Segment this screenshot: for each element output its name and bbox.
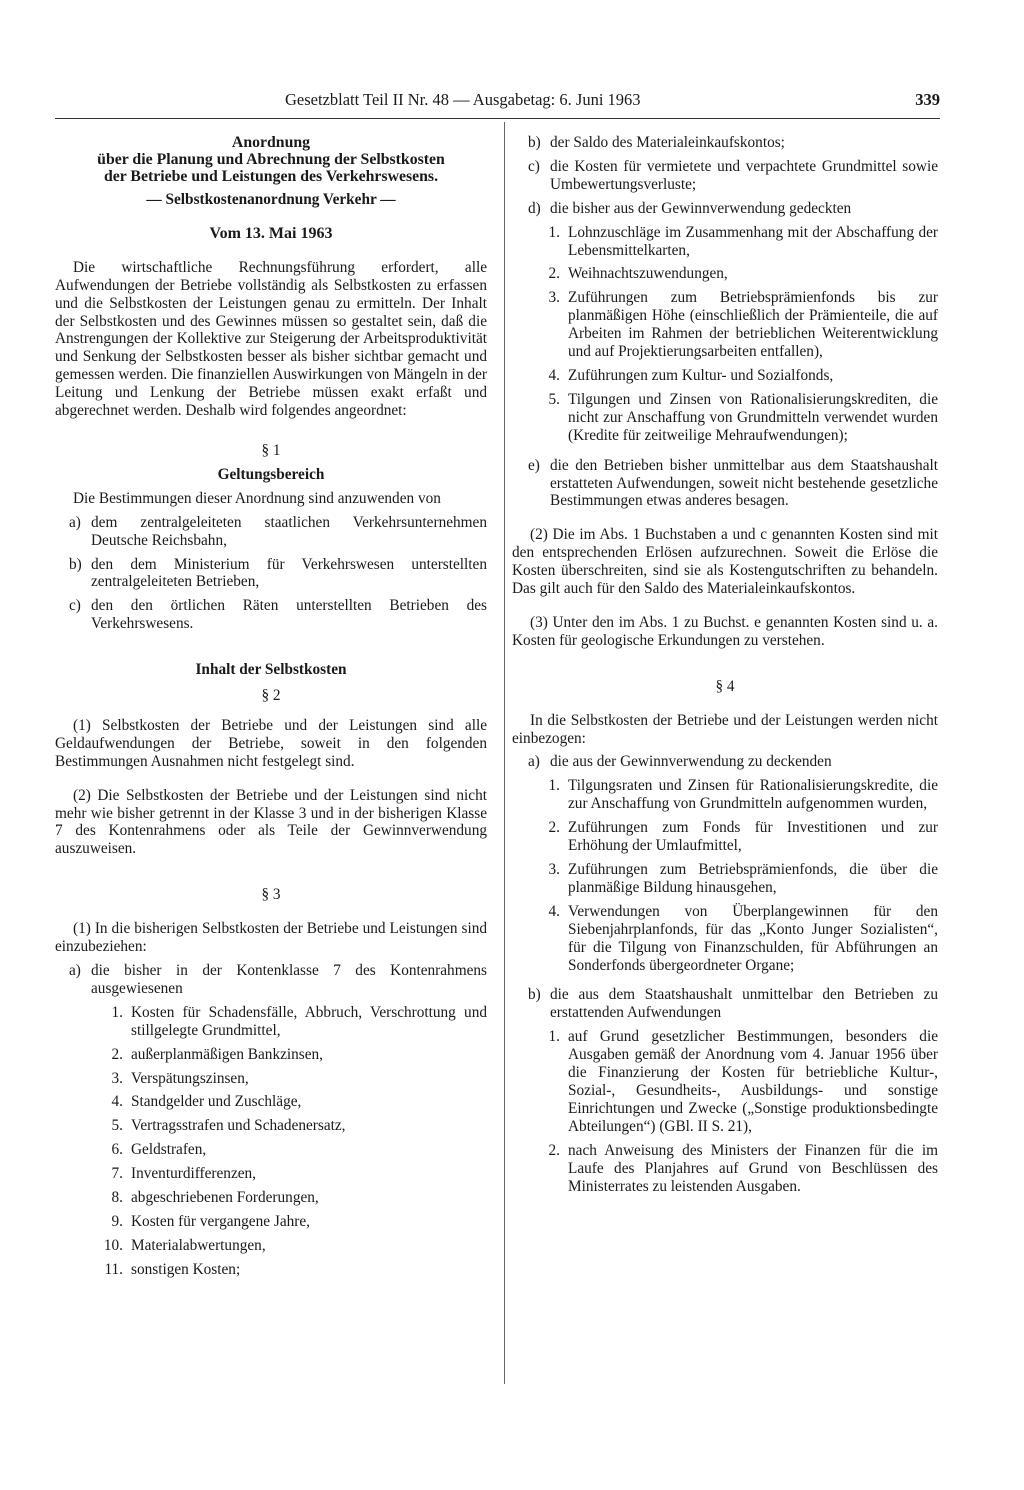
list-text: die Kosten für vermietete und verpachtete Grundmittel sowie Umbewertungsverluste;: [550, 157, 938, 193]
list-item: [55, 1117, 487, 1135]
section-2-paragraph-1: (1) Selbstkosten der Betriebe und der Leistungen sind alle Geldaufwendungen der Betriebe, soweit in den folgenden Bestimmungen Ausnahmen nicht festgelegt sind.: [55, 716, 487, 770]
list-text: Tilgungsraten und Zinsen für Rationalisierungskredite, die zur Anschaffung von Grundmitteln aufgenommen wurden,: [568, 777, 938, 813]
ordinance-subtitle: — Selbstkostenanordnung Verkehr —: [146, 191, 396, 208]
list-item: [55, 1213, 487, 1231]
section-3-number: § 3: [261, 886, 281, 904]
column-divider: [504, 122, 505, 1384]
list-item: [512, 391, 938, 445]
list-item: [512, 753, 938, 771]
list-label: b): [528, 986, 541, 1004]
list-text: die aus der Gewinnverwendung zu deckenden: [550, 753, 832, 771]
list-text: Kosten für vergangene Jahre,: [131, 1212, 310, 1230]
list-text: auf Grund gesetzlicher Bestimmungen, besonders die Ausgaben gemäß der Anordnung vom 4. Januar 1956 über die Finanzierung der Kosten für betriebliche Kultur-, Sozial-, Gesundheits-, Ausbildungs- und sonstige Einrichtungen und Zwecke („Sonstige produktionsbedingte Abteilungen“) (GBl. II S. 21),: [568, 1028, 938, 1135]
list-label: a): [69, 513, 81, 531]
section-2-paragraph-2: (2) Die Selbstkosten der Betriebe und der Leistungen sind nicht mehr wie bisher getrennt in der Klasse 3 und in der bisherigen Klasse 7 des Kontenrahmens oder als Teile der Gewinnverwendung auszuweisen.: [55, 786, 487, 858]
list-label: 7.: [111, 1165, 123, 1183]
list-text: Geldstrafen,: [131, 1141, 207, 1159]
list-text: Vertragsstrafen und Schadenersatz,: [131, 1117, 346, 1135]
list-label: 2.: [548, 1141, 560, 1159]
list-text: der Saldo des Materialeinkaufskontos;: [550, 134, 785, 151]
list-label: c): [69, 597, 81, 615]
list-item: [512, 134, 938, 152]
list-item: [512, 289, 938, 361]
list-label: 2.: [548, 265, 560, 283]
list-text: die bisher in der Kontenklasse 7 des Kontenrahmens ausgewiesenen: [91, 962, 487, 997]
list-label: 2.: [111, 1045, 123, 1063]
section-3-paragraph-2: (2) Die im Abs. 1 Buchstaben a und c genannten Kosten sind mit den entsprechenden Erlösen aufzurechnen. Soweit die Erlöse die Kosten überschreiten, sind sie als Kostengutschriften zu behandeln. Das gilt auch für den Saldo des Materialeinkaufskontos.: [512, 526, 938, 598]
list-text: Materialabwertungen,: [131, 1236, 266, 1254]
list-label: b): [528, 134, 541, 151]
list-text: sonstigen Kosten;: [131, 1260, 241, 1278]
header-title: Gesetzblatt Teil II Nr. 48 — Ausgabetag: 6. Juni 1963: [285, 90, 641, 109]
page-number: 339: [915, 90, 940, 109]
list-text: Verspätungszinsen,: [131, 1069, 249, 1087]
list-item: [55, 514, 487, 550]
list-label: 11.: [104, 1260, 123, 1278]
list-text: den dem Ministerium für Verkehrswesen unterstellten zentralgeleiteten Betrieben,: [91, 555, 487, 591]
list-label: 6.: [111, 1141, 123, 1159]
list-item: [55, 1141, 487, 1159]
list-label: 4.: [548, 366, 560, 384]
list-item: [55, 597, 487, 633]
list-text: die bisher aus der Gewinnverwendung gedeckten: [550, 199, 852, 217]
list-label: 1.: [548, 223, 560, 241]
list-label: 1.: [548, 777, 560, 795]
list-text: Lohnzuschläge im Zusammenhang mit der Abschaffung der Lebensmittelkarten,: [568, 223, 938, 259]
list-text: Standgelder und Zuschläge,: [131, 1093, 302, 1111]
section-2-number: § 2: [261, 687, 281, 705]
list-label: 8.: [111, 1189, 123, 1207]
list-label: a): [528, 753, 540, 771]
list-text: Zuführungen zum Betriebsprämienfonds bis zur planmäßigen Höhe (einschließlich der Prämienteile, die auf Arbeiten im Rahmen der betrieblichen Weiterentwicklung und auf Projektierungsarbeiten entfallen),: [568, 289, 938, 361]
list-item: [512, 903, 938, 975]
header-rule: [55, 118, 940, 119]
ordinance-title: [55, 134, 487, 185]
section-3-paragraph-3: (3) Unter den im Abs. 1 zu Buchst. e genannten Kosten sind u. a. Kosten für geologische Erkundungen zu verstehen.: [512, 613, 938, 649]
list-label: 9.: [111, 1212, 123, 1230]
list-label: 1.: [111, 1003, 123, 1021]
left-column: [55, 134, 487, 1279]
list-item: [512, 200, 938, 218]
list-item: [512, 1142, 938, 1196]
list-label: d): [528, 199, 541, 217]
list-text: den den örtlichen Räten unterstellten Betrieben des Verkehrswesens.: [91, 597, 487, 633]
list-item: [55, 1070, 487, 1088]
list-item: [55, 1046, 487, 1064]
ordinance-date: Vom 13. Mai 1963: [209, 224, 333, 242]
section-1-text: Die Bestimmungen dieser Anordnung sind anzuwenden von: [73, 489, 441, 507]
list-label: 4.: [548, 902, 560, 920]
list-item: [55, 962, 487, 998]
section-4-number: § 4: [715, 677, 735, 695]
title-line-2: über die Planung und Abrechnung der Selbstkosten: [97, 151, 445, 168]
list-label: c): [528, 157, 540, 175]
list-text: nach Anweisung des Ministers der Finanzen für die im Laufe des Planjahres auf Grund von Beschlüssen des Ministerrates zu leistenden Ausgaben.: [568, 1141, 938, 1195]
list-item: [512, 777, 938, 813]
list-label: 1.: [548, 1028, 560, 1046]
list-label: 5.: [111, 1117, 123, 1135]
section-4-text: In die Selbstkosten der Betriebe und der Leistungen werden nicht einbezogen:: [512, 711, 938, 747]
list-item: [512, 224, 938, 260]
list-label: a): [69, 962, 81, 979]
list-item: [512, 265, 938, 283]
preamble: Die wirtschaftliche Rechnungsführung erfordert, alle Aufwendungen der Betriebe vollständig als Selbstkosten zu erfassen und die Selbstkosten der Leistungen genau zu ermitteln. Der Inhalt der Selbstkosten und des Gewinnes müssen so gestaltet sein, daß die Anstrengungen der Kollektive zur Steigerung der Arbeitsproduktivität und Senkung der Selbstkosten besser als bisher sichtbar gemacht und gemessen werden. Die finanziellen Auswirkungen von Mängeln in der Leitung und Lenkung der Betriebe müssen exakt erfaßt und abgerechnet werden. Deshalb wird folgendes angeordnet:: [55, 258, 487, 420]
title-line-3: der Betriebe und Leistungen des Verkehrswesens.: [103, 168, 439, 185]
list-label: 10.: [103, 1236, 123, 1254]
list-text: Zuführungen zum Fonds für Investitionen und zur Erhöhung der Umlaufmittel,: [568, 819, 938, 855]
section-1-number: § 1: [261, 441, 281, 459]
list-text: die aus dem Staatshaushalt unmittelbar den Betrieben zu erstattenden Aufwendungen: [550, 986, 938, 1022]
list-item: [512, 861, 938, 897]
list-label: 5.: [548, 390, 560, 408]
list-label: 3.: [111, 1069, 123, 1087]
title-line-1: Anordnung: [231, 134, 311, 151]
list-text: Tilgungen und Zinsen von Rationalisierungskrediten, die nicht zur Anschaffung von Grundmitteln verwendet wurden (Kredite für zeitweilige Mehraufwendungen);: [568, 390, 938, 444]
list-item: [512, 367, 938, 385]
list-text: die den Betrieben bisher unmittelbar aus dem Staatshaushalt erstatteten Aufwendungen, soweit nicht bestehende gesetzliche Bestimmungen etwas anderes besagen.: [550, 456, 938, 510]
list-item: [55, 1261, 487, 1279]
list-item: [512, 158, 938, 194]
right-column: [512, 134, 938, 1195]
section-3-paragraph-1: (1) In die bisherigen Selbstkosten der Betriebe und Leistungen sind einzubeziehen:: [55, 920, 487, 956]
list-text: außerplanmäßigen Bankzinsen,: [131, 1045, 323, 1063]
list-text: Zuführungen zum Kultur- und Sozialfonds,: [568, 366, 834, 384]
list-item: [512, 986, 938, 1022]
section-1-heading: Geltungsbereich: [217, 465, 325, 483]
content-heading: Inhalt der Selbstkosten: [195, 661, 347, 679]
list-text: abgeschriebenen Forderungen,: [131, 1189, 319, 1207]
list-label: 4.: [111, 1093, 123, 1111]
list-item: [55, 1165, 487, 1183]
list-text: Weihnachtszuwendungen,: [568, 265, 728, 283]
list-item: [512, 819, 938, 855]
list-item: [55, 1189, 487, 1207]
list-item: [55, 1237, 487, 1255]
list-text: Kosten für Schadensfälle, Abbruch, Verschrottung und stillgelegte Grundmittel,: [131, 1003, 487, 1039]
list-item: [512, 457, 938, 511]
list-label: 3.: [548, 861, 560, 878]
list-label: b): [69, 555, 82, 573]
list-item: [512, 1028, 938, 1135]
list-item: [55, 1093, 487, 1111]
list-text: Inventurdifferenzen,: [131, 1165, 257, 1183]
list-label: 2.: [548, 819, 560, 837]
list-label: 3.: [548, 289, 560, 307]
list-text: dem zentralgeleiteten staatlichen Verkehrsunternehmen Deutsche Reichsbahn,: [91, 513, 487, 549]
list-text: Verwendungen von Überplangewinnen für den Siebenjahrplanfonds, für das „Konto Junger Sozialisten“, für die Tilgung von Finanzschulden, für Abführungen an Sonderfonds übergeordneter Organe;: [568, 902, 938, 974]
list-text: Zuführungen zum Betriebsprämienfonds, die über die planmäßige Bildung hinausgehen,: [568, 861, 938, 896]
list-label: e): [528, 456, 540, 474]
page-header: [55, 90, 940, 114]
list-item: [55, 556, 487, 592]
list-item: [55, 1004, 487, 1040]
